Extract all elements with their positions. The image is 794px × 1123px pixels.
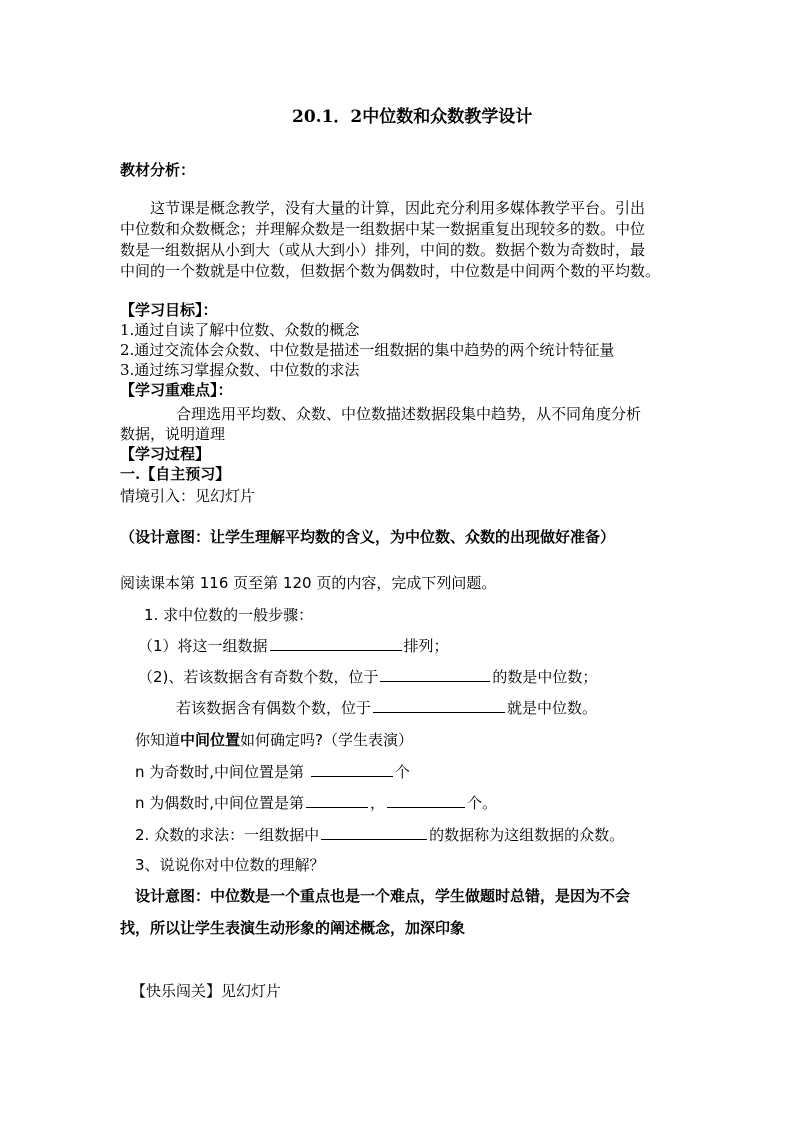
goals-heading: 【学习目标】： <box>120 301 218 319</box>
answer-blank[interactable] <box>306 793 368 808</box>
design-intent-2: 设计意图：中位数是一个重点也是一个难点，学生做题时总错，是因为不会 <box>135 887 631 905</box>
goal-item: 3.通过练习掌握众数、中位数的求法 <box>120 361 360 379</box>
analysis-heading: 教材分析： <box>120 161 196 179</box>
step-1-suffix: 排列； <box>403 637 449 655</box>
q2-text: 2. 众数的求法：一组数据中 <box>135 826 320 844</box>
step-3-suffix: 就是中位数。 <box>507 699 598 717</box>
analysis-line: 数是一组数据从小到大（或从大到小）排列，中间的数。数据个数为奇数时，最 <box>120 241 646 259</box>
process-heading: 【学习过程】 <box>120 445 211 463</box>
step-1 <box>138 636 449 656</box>
goal-item: 1.通过自读了解中位数、众数的概念 <box>120 321 360 339</box>
intro-line: 情境引入：见幻灯片 <box>120 487 256 505</box>
step-2-suffix: 的数是中位数； <box>492 668 598 686</box>
document-title: 20.1．2中位数和众数教学设计 <box>292 107 533 127</box>
step-2-text: （2)、若该数据含有奇数个数，位于 <box>138 668 379 686</box>
answer-blank[interactable] <box>321 825 427 840</box>
analysis-line: 中位数和众数概念；并理解众数是一组数据中某一数据重复出现较多的数。中位 <box>120 220 646 238</box>
middle-position-question <box>135 730 413 750</box>
design-intent: （设计意图：让学生理解平均数的含义，为中位数、众数的出现做好准备） <box>120 528 616 546</box>
goal-item: 2.通过交流体会众数、中位数是描述一组数据的集中趋势的两个统计特征量 <box>120 341 615 359</box>
analysis-line: 中间的一个数就是中位数，但数据个数为偶数时，中位数是中间两个数的平均数。 <box>120 262 661 280</box>
analysis-line: 这节课是概念教学，没有大量的计算，因此充分利用多媒体教学平台。引出 <box>150 199 646 217</box>
question-3: 3、说说你对中位数的理解？ <box>135 856 325 874</box>
ask-emphasis: 中间位置 <box>180 731 241 749</box>
q2-suffix: 的数据称为这组数据的众数。 <box>429 826 625 844</box>
ask-text: 你知道 <box>135 731 181 749</box>
design-intent-2-cont: 找，所以让学生表演生动形象的阐述概念，加深印象 <box>120 919 466 937</box>
keypoints-heading: 【学习重难点】： <box>120 381 233 399</box>
step-3 <box>176 698 597 718</box>
even-suffix: 个。 <box>467 794 498 812</box>
answer-blank[interactable] <box>387 793 465 808</box>
step-1-text: （1）将这一组数据 <box>138 637 268 655</box>
answer-blank[interactable] <box>373 698 505 713</box>
answer-blank[interactable] <box>270 636 402 651</box>
even-case <box>135 793 497 813</box>
keypoints-line: 合理选用平均数、众数、中位数描述数据段集中趋势，从不同角度分析 <box>176 405 642 423</box>
happy-challenge: 【快乐闯关】见幻灯片 <box>131 982 282 1000</box>
keypoints-line: 数据，说明道理 <box>120 425 226 443</box>
even-text: n 为偶数时,中间位置是第 <box>135 794 305 812</box>
question-1: 1. 求中位数的一般步骤： <box>144 606 314 624</box>
preview-heading: 一.【自主预习】 <box>120 465 231 483</box>
step-2 <box>138 667 597 687</box>
reading-instruction: 阅读课本第 116 页至第 120 页的内容，完成下列问题。 <box>120 574 497 592</box>
odd-case <box>135 762 410 782</box>
odd-suffix: 个 <box>394 763 410 781</box>
question-2 <box>135 825 624 845</box>
odd-text: n 为奇数时,中间位置是第 <box>135 763 309 781</box>
answer-blank[interactable] <box>380 667 490 682</box>
ask-suffix: 如何确定吗?（学生表演） <box>240 731 413 749</box>
even-separator: ， <box>370 794 386 812</box>
step-3-text: 若该数据含有偶数个数，位于 <box>176 699 372 717</box>
answer-blank[interactable] <box>311 762 393 777</box>
